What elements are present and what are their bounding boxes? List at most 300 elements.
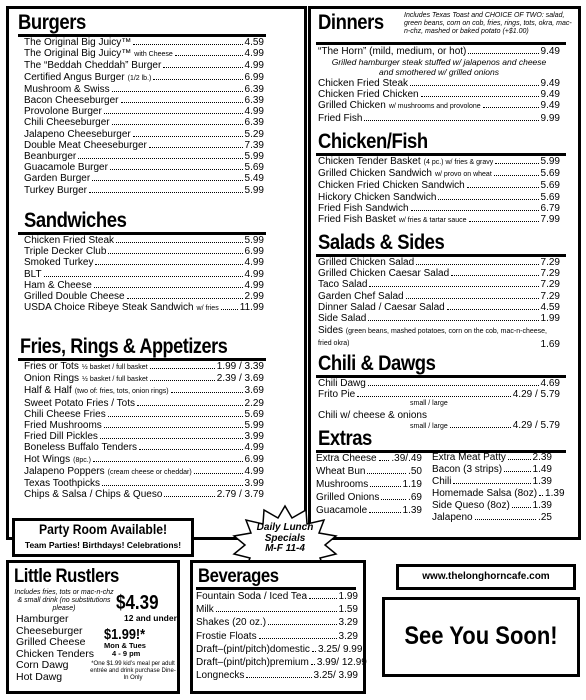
leader-dots (112, 124, 243, 125)
item-name: Longnecks (196, 670, 245, 682)
leader-dots (121, 102, 243, 103)
lunch-special (238, 523, 332, 555)
menu-item (24, 84, 264, 95)
menu-item (316, 465, 422, 478)
item-name: Fried Fish (318, 112, 363, 124)
item-name: Beanburger (24, 151, 77, 163)
lunch-line2: Specials (264, 532, 306, 544)
leader-dots (104, 113, 243, 114)
item-name: Fountain Soda / Iced Tea (196, 591, 308, 602)
menu-item (24, 291, 264, 302)
menu-item (24, 431, 264, 442)
item-name: Grilled Chicken Sandwich (318, 168, 432, 180)
leader-dots (494, 175, 539, 176)
leader-dots (139, 449, 242, 450)
leader-dots (153, 79, 242, 80)
item-price: 4.99 (244, 465, 264, 477)
item-price: 6.79 (540, 202, 560, 214)
item-name: Smoked Turkey (24, 257, 94, 269)
item-name: Fried Fish Sandwich (318, 202, 409, 214)
item-name: Jalapeno Poppers (24, 465, 105, 477)
leader-dots (100, 438, 243, 439)
item-price: 7.29 (540, 257, 560, 268)
item-price: 5.49 (244, 173, 264, 185)
leader-dots (221, 309, 238, 310)
item-name: The “Beddah Cheddah” Burger (24, 60, 162, 72)
item-price: 4.99 (244, 106, 264, 118)
menu-item (318, 78, 560, 89)
dinners-list (318, 78, 560, 124)
leader-dots (475, 519, 537, 520)
item-name: Guacamole Burger (24, 162, 108, 174)
item-name: Grilled Double Cheese (24, 291, 125, 303)
sandwiches-title: Sandwiches (24, 209, 127, 232)
item-price: 1.19 (402, 479, 422, 490)
menu-item (24, 173, 264, 184)
menu-item (318, 279, 560, 290)
item-price: 6.39 (244, 117, 264, 129)
leader-dots (539, 495, 543, 496)
item-name: Chicken Fried Chicken Sandwich (318, 180, 465, 192)
item-price: 1.39 (532, 476, 552, 487)
item-name: Certified Angus Burger (24, 71, 125, 83)
menu-item (318, 268, 560, 279)
item-note: w/ fries & tartar sauce (398, 217, 467, 225)
item-price: 4.99 (244, 268, 264, 280)
item-name: Chili (432, 476, 452, 487)
menu-item (24, 478, 264, 489)
leader-dots (447, 309, 539, 310)
item-name: Chicken Tender Basket (318, 156, 421, 167)
item-name: Garden Burger (24, 173, 91, 185)
rustlers-item: Corn Dawg (16, 659, 69, 671)
item-name: Bacon (3 strips) (432, 464, 503, 475)
item-note: (4 pc.) w/ fries & gravy (423, 159, 494, 166)
menu-item (24, 442, 264, 453)
item-price: 4.99 (244, 442, 264, 454)
lunch-line1: Daily Lunch (256, 522, 314, 533)
item-price: 3.99 (244, 431, 264, 443)
leader-dots (108, 416, 243, 417)
leader-dots (127, 298, 243, 299)
item-note: (two of: fries, tots, onion rings) (74, 388, 169, 396)
item-price: 2.79 / 3.79 (216, 489, 264, 501)
item-price: 5.69 (244, 408, 264, 420)
menu-item (318, 203, 560, 214)
item-note: ½ basket / full basket (82, 376, 148, 384)
leader-dots (93, 461, 243, 462)
item-price: 7.39 (244, 139, 264, 151)
menu-item (24, 162, 264, 173)
chicken-fish-list (318, 156, 560, 226)
menu-item (318, 113, 560, 124)
item-name: Chili Cheese Fries (24, 408, 106, 420)
leader-dots (309, 598, 337, 599)
menu-item (318, 291, 560, 302)
menu-item (432, 488, 565, 500)
leader-dots (379, 460, 390, 461)
leader-dots (104, 427, 243, 428)
leader-dots (451, 275, 538, 276)
leader-dots (364, 120, 538, 121)
menu-item (24, 129, 264, 140)
menu-item (24, 72, 264, 84)
item-price: 3.25/ 9.99 (317, 643, 363, 655)
item-name: Extra Cheese (316, 453, 377, 464)
rustlers-item: Grilled Cheese (16, 636, 86, 648)
item-price: 1.99 / 3.39 (216, 361, 264, 372)
item-name: Guacamole (316, 505, 368, 516)
item-name: Draft–(pint/pitch)premium (196, 657, 309, 669)
item-price: 4.99 (244, 279, 264, 291)
item-name: Chili Cheeseburger (24, 117, 110, 129)
item-price: 4.99 (244, 60, 264, 72)
item-price: 5.69 (540, 168, 560, 180)
item-price: 3.29 (338, 630, 358, 642)
item-price: 5.99 (540, 156, 560, 167)
menu-item (24, 235, 264, 246)
horn-desc: Grilled hamburger steak stuffed w/ jalapenos and cheese and smothered w/ grilled onions (331, 57, 547, 77)
item-name: The Original Big Juicy™ (24, 48, 132, 60)
item-name: Mushrooms (316, 479, 369, 490)
dinners-title: Dinners (318, 11, 384, 34)
item-price: 4.59 (540, 301, 560, 313)
item-name: USDA Choice Ribeye Steak Sandwich (24, 302, 194, 314)
item-price: 2.99 (244, 291, 264, 303)
leader-dots (369, 512, 400, 513)
menu-item (24, 373, 264, 385)
leader-dots (78, 158, 242, 159)
item-note: w/ mushrooms and provolone (388, 103, 481, 111)
item-price: 6.99 (244, 246, 264, 258)
item-price: 5.99 (244, 420, 264, 432)
item-price: .50 (408, 466, 422, 477)
rustlers-item: Hamburger (16, 613, 69, 625)
menu-item (196, 630, 358, 643)
item-name: Grilled Chicken (318, 100, 386, 112)
item-price: 4.99 (244, 257, 264, 269)
sides-label: Sides (318, 325, 344, 336)
rustlers-title: Little Rustlers (14, 566, 119, 587)
chili-price: 4.29 / 5.79 (512, 419, 560, 431)
menu-item (24, 185, 264, 196)
menu-item (24, 269, 264, 280)
beverages-list (196, 590, 367, 682)
leader-dots (149, 147, 243, 148)
item-price: 1.99 (338, 591, 358, 602)
item-name: Milk (196, 604, 214, 616)
leader-dots (150, 368, 215, 369)
item-price: 3.25/ 3.99 (313, 670, 358, 682)
item-price: 11.99 (239, 302, 264, 314)
leader-dots (368, 320, 538, 321)
item-name: Fries or Tots (24, 361, 79, 372)
item-name: BLT (24, 268, 42, 280)
item-name: Draft–(pint/pitch)domestic (196, 643, 310, 655)
menu-item (316, 452, 422, 465)
menu-item (432, 476, 552, 488)
item-name: Triple Decker Club (24, 246, 107, 258)
rustlers-item: Cheeseburger (16, 624, 83, 637)
item-price: 1.99 (540, 313, 560, 325)
item-name: Ham & Cheese (24, 279, 92, 291)
leader-dots (467, 187, 539, 188)
item-price: 1.59 (338, 604, 358, 616)
menu-item (24, 151, 264, 162)
menu-item (196, 590, 358, 603)
leader-dots (381, 499, 406, 500)
leader-dots (367, 473, 406, 474)
rustlers-promo-price: $1.99!* (104, 626, 146, 643)
leader-dots (411, 210, 539, 211)
item-price: 1.39 (402, 505, 422, 516)
item-price: 6.39 (244, 83, 264, 95)
leader-dots (495, 163, 538, 164)
leader-dots (504, 471, 531, 472)
item-price: 9.49 (540, 100, 560, 112)
item-name: Jalapeno Cheeseburger (24, 128, 131, 140)
item-name: Grilled Chicken Caesar Salad (318, 268, 450, 280)
leader-dots (150, 380, 215, 381)
fries-title: Fries, Rings & Appetizers (20, 335, 228, 358)
item-name: Jalapeno (432, 512, 473, 523)
menu-item (24, 420, 264, 431)
leader-dots (410, 85, 538, 86)
item-name: Boneless Buffalo Tenders (24, 442, 138, 454)
item-price: 5.99 (244, 151, 264, 163)
menu-item (24, 280, 264, 291)
item-price: 1.39 (532, 500, 552, 511)
rustlers-item: Hot Dawg (16, 670, 63, 683)
item-price: 9.99 (540, 112, 560, 124)
leader-dots (312, 651, 316, 652)
menu-item (24, 409, 264, 420)
salads-title: Salads & Sides (318, 231, 445, 254)
menu-item (24, 257, 264, 268)
dinners-rule (316, 42, 566, 45)
item-price: 9.49 (540, 78, 560, 89)
item-name: Extra Meat Patty (432, 452, 506, 463)
item-name: Hot Wings (24, 453, 71, 465)
item-name: Shakes (20 oz.) (196, 617, 267, 629)
leader-dots (164, 496, 214, 497)
horn-price: 9.49 (540, 46, 560, 57)
horn-name: “The Horn” (mild, medium, or hot) (318, 46, 467, 57)
item-note: (cream cheese or cheddar) (107, 468, 192, 476)
menu-item (318, 257, 560, 268)
leader-dots (438, 199, 538, 200)
item-name: Taco Salad (318, 279, 368, 291)
menu-item (318, 168, 560, 180)
menu-item (24, 140, 264, 151)
chicken-fish-title: Chicken/Fish (318, 130, 428, 153)
extras-title: Extras (318, 427, 372, 450)
item-price: 5.69 (540, 191, 560, 203)
rustlers-item: Chicken Tenders (16, 647, 95, 660)
item-price: 3.29 (338, 617, 358, 629)
item-note: w/ provo on wheat (434, 171, 492, 179)
leader-dots (369, 286, 538, 287)
menu-item (318, 302, 560, 313)
leader-dots (512, 507, 531, 508)
item-name: Mushroom & Swiss (24, 83, 110, 95)
leader-dots (416, 264, 538, 265)
item-price: 6.99 (244, 453, 264, 465)
menu-item (24, 398, 264, 409)
chili-dawg-price: 4.69 (540, 378, 560, 389)
item-price: 7.29 (540, 279, 560, 291)
menu-item (318, 100, 560, 112)
leader-dots (102, 485, 243, 486)
menu-item (24, 302, 264, 314)
leader-dots (175, 55, 243, 56)
item-name: Homemade Salsa (8oz) (432, 488, 538, 499)
item-note: (8pc.) (73, 456, 92, 464)
item-price: 4.99 (244, 48, 264, 60)
item-price: 7.29 (540, 268, 560, 280)
item-price: 5.99 (244, 235, 264, 246)
leader-dots (216, 611, 337, 612)
sides-price: 1.69 (540, 339, 560, 351)
menu-item (24, 361, 264, 373)
item-name: Wheat Bun (316, 466, 366, 477)
menu-item (316, 491, 422, 504)
menu-item (196, 616, 358, 629)
leader-dots (44, 276, 243, 277)
dinners-header-note: Includes Texas Toast and CHOICE OF TWO: salad, green beans, corn on cob, fries, rings, tots, okra, mac-n-chz, mashed or baked potato (+$1.00) (404, 12, 572, 35)
menu-item (24, 246, 264, 257)
item-name: Dinner Salad / Caesar Salad (318, 301, 445, 313)
leader-dots (508, 459, 531, 460)
menu-item (24, 385, 264, 397)
item-name: Sweet Potato Fries / Tots (24, 397, 135, 409)
rustlers-list (16, 614, 94, 683)
beverages-title: Beverages (198, 566, 279, 587)
chili-title: Chili & Dawgs (318, 352, 436, 375)
item-name: Onion Rings (24, 373, 80, 385)
menu-item (196, 669, 358, 682)
menu-item (432, 500, 552, 512)
leader-dots (133, 136, 243, 137)
item-name: Fried Dill Pickles (24, 431, 98, 443)
rustlers-promo-days: Mon & Tues (104, 641, 146, 650)
item-name: Bacon Cheeseburger (24, 95, 119, 107)
leader-dots (268, 624, 336, 625)
leader-dots (370, 486, 400, 487)
item-name: Grilled Chicken Salad (318, 257, 415, 268)
leader-dots (406, 298, 539, 299)
item-price: 6.99 (244, 71, 264, 83)
menu-item (432, 464, 552, 476)
menu-item (316, 478, 422, 491)
lunch-line3: M-F 11-4 (265, 543, 305, 554)
leader-dots (110, 169, 243, 170)
menu-item (196, 643, 363, 656)
item-note: ½ basket / full basket (81, 364, 148, 371)
sides-row (318, 325, 560, 351)
item-name: Grilled Onions (316, 492, 380, 503)
item-name: Chicken Fried Chicken (318, 89, 419, 101)
item-price: 9.49 (540, 89, 560, 101)
menu-item (24, 95, 264, 106)
item-price: 7.29 (540, 290, 560, 302)
item-price: 5.69 (540, 180, 560, 192)
rustlers-price: $4.39 (116, 592, 159, 614)
item-name: Garden Chef Salad (318, 290, 404, 302)
leader-dots (453, 483, 530, 484)
leader-dots (259, 638, 337, 639)
fries-list (24, 361, 264, 500)
rustlers-price-note: 12 and under (124, 613, 177, 623)
menu-item (24, 117, 264, 128)
item-note: (1/2 lb.) (127, 74, 152, 82)
item-price: 6.39 (244, 95, 264, 107)
leader-dots (95, 264, 242, 265)
leader-dots (421, 96, 539, 97)
menu-item (24, 37, 264, 48)
item-name: Fried Mushrooms (24, 420, 102, 432)
item-price: 1.49 (532, 464, 552, 475)
menu-item (24, 454, 264, 466)
leader-dots (94, 287, 243, 288)
item-price: 7.99 (540, 214, 560, 226)
item-name: Half & Half (24, 385, 72, 397)
leader-dots (116, 242, 242, 243)
item-price: 5.69 (244, 162, 264, 174)
item-price: .25 (538, 512, 552, 523)
leader-dots (112, 91, 243, 92)
burgers-list (24, 37, 264, 196)
item-price: 3.99/ 12.99 (316, 657, 367, 669)
item-price: 1.39 (545, 488, 565, 499)
item-name: Side Salad (318, 313, 367, 325)
menu-item (318, 89, 560, 100)
item-price: 3.99 (244, 478, 264, 490)
website-url[interactable]: www.thelonghorncafe.com (422, 571, 550, 582)
menu-item (24, 106, 264, 117)
menu-item (24, 489, 264, 500)
item-price: .39/.49 (391, 453, 422, 464)
item-price: 2.39 / 3.69 (216, 373, 264, 385)
item-note: w/ fries (196, 305, 219, 313)
frito-name: Frito Pie (318, 389, 356, 401)
party-room-title: Party Room Available! (38, 522, 168, 537)
menu-item (24, 466, 264, 478)
item-name: Turkey Burger (24, 184, 87, 196)
item-price: 5.99 (244, 184, 264, 196)
chili-note: small / large (410, 422, 448, 430)
item-name: Chips & Salsa / Chips & Queso (24, 489, 163, 501)
menu-item (196, 656, 367, 669)
menu-item (318, 156, 560, 168)
leader-dots (311, 664, 315, 665)
salads-list (318, 257, 560, 324)
menu-item (24, 48, 264, 60)
item-name: Fried Fish Basket (318, 214, 396, 226)
horn-row (318, 46, 560, 78)
menu-item (432, 512, 552, 524)
item-price: 2.39 (532, 452, 552, 463)
leader-dots (246, 677, 311, 678)
burgers-title: Burgers (18, 11, 86, 34)
menu-item (24, 60, 264, 71)
see-you-soon-text: See You Soon! (404, 622, 558, 650)
leader-dots (163, 67, 242, 68)
item-name: Frostie Floats (196, 630, 257, 642)
item-price: 3.69 (244, 385, 264, 397)
item-name: Chicken Fried Steak (24, 235, 115, 246)
leader-dots (89, 192, 243, 193)
